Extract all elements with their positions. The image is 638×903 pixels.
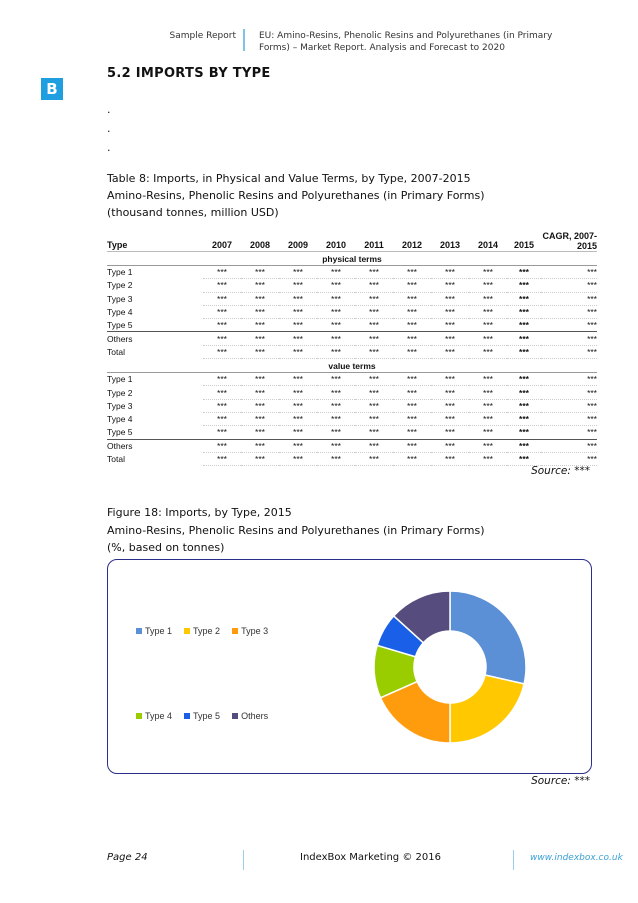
table-cell: *** — [203, 386, 241, 399]
legend-item — [232, 626, 268, 636]
row-label: Type 3 — [107, 400, 133, 411]
table-cell: *** — [279, 266, 317, 279]
table-caption: Table 8: Imports, in Physical and Value Terms, by Type, 2007-2015 — [107, 172, 471, 185]
table-cell: *** — [279, 373, 317, 386]
table-row — [107, 279, 597, 292]
table-cell: *** — [469, 266, 507, 279]
table-cell: *** — [393, 439, 431, 452]
table-cell: *** — [317, 373, 355, 386]
table-cell: *** — [355, 452, 393, 465]
table-cell: *** — [393, 345, 431, 358]
table-cell: *** — [507, 319, 541, 332]
table-row — [107, 439, 597, 452]
table-cell: *** — [241, 426, 279, 439]
table-cell: *** — [469, 439, 507, 452]
legend-item — [184, 711, 220, 721]
table-cell: *** — [355, 373, 393, 386]
table-column-header: 2015 — [507, 222, 541, 252]
table-cell: *** — [469, 412, 507, 425]
table-units: (thousand tonnes, million USD) — [107, 206, 279, 219]
chart-legend-top — [136, 626, 268, 636]
footer-separator — [243, 850, 244, 870]
table-cell: *** — [203, 373, 241, 386]
table-cell: *** — [469, 319, 507, 332]
table-cell: *** — [393, 386, 431, 399]
table-cell: *** — [393, 279, 431, 292]
table-cell: *** — [241, 373, 279, 386]
ellipsis-dot: . — [107, 141, 111, 154]
table-cell: *** — [469, 386, 507, 399]
table-cell: *** — [203, 452, 241, 465]
table-cell: *** — [317, 386, 355, 399]
table-cell: *** — [469, 452, 507, 465]
table-cell: *** — [241, 266, 279, 279]
table-cell: *** — [317, 305, 355, 318]
table-cell: *** — [469, 399, 507, 412]
table-cell: *** — [541, 279, 597, 292]
table-cell: *** — [541, 292, 597, 305]
table-cell: *** — [541, 386, 597, 399]
table-cell: *** — [393, 399, 431, 412]
legend-swatch — [184, 628, 190, 634]
table-cell: *** — [355, 399, 393, 412]
table-cell: *** — [431, 292, 469, 305]
row-label: Others — [107, 439, 203, 452]
row-label: Total — [107, 454, 125, 464]
table-cell: *** — [507, 373, 541, 386]
table-cell: *** — [431, 452, 469, 465]
figure-source: Source: *** — [531, 775, 590, 787]
header-report-title: EU: Amino-Resins, Phenolic Resins and Polyurethanes (in Primary Forms) – Market Report. Analysis and Forecast to 2020 — [259, 31, 553, 53]
table-cell: *** — [241, 279, 279, 292]
table-cell: *** — [355, 386, 393, 399]
row-label: Others — [107, 332, 203, 345]
row-label: Type 2 — [107, 280, 133, 291]
table-cell: *** — [431, 345, 469, 358]
table-cell: *** — [279, 412, 317, 425]
legend-item — [232, 711, 268, 721]
donut-slice-type-1 — [450, 591, 526, 684]
legend-swatch — [184, 713, 190, 719]
table-cell: *** — [393, 319, 431, 332]
table-cell: *** — [241, 319, 279, 332]
table-row — [107, 319, 597, 332]
table-subtitle: Amino-Resins, Phenolic Resins and Polyurethanes (in Primary Forms) — [107, 189, 485, 202]
table-cell: *** — [203, 266, 241, 279]
table-cell: *** — [431, 305, 469, 318]
section-title: 5.2 IMPORTS BY TYPE — [107, 66, 271, 81]
table-cell: *** — [431, 279, 469, 292]
legend-label: Type 2 — [193, 626, 221, 636]
table-cell: *** — [355, 426, 393, 439]
figure-units: (%, based on tonnes) — [107, 541, 225, 554]
table-cell: *** — [203, 279, 241, 292]
table-cell: *** — [507, 305, 541, 318]
table-cell: *** — [541, 439, 597, 452]
table-cell: *** — [317, 345, 355, 358]
table-cell: *** — [393, 266, 431, 279]
table-column-header: 2009 — [279, 222, 317, 252]
table-cell: *** — [355, 279, 393, 292]
row-label: Type 4 — [107, 414, 133, 425]
table-cell: *** — [507, 386, 541, 399]
legend-item — [184, 626, 220, 636]
table-cell: *** — [469, 426, 507, 439]
row-label: Type 1 — [107, 374, 133, 385]
table-cell: *** — [241, 452, 279, 465]
legend-swatch — [232, 628, 238, 634]
footer-separator — [513, 850, 514, 870]
table-cell: *** — [355, 439, 393, 452]
table-cell: *** — [355, 319, 393, 332]
table-section-title: value terms — [107, 359, 597, 373]
table-cell: *** — [355, 412, 393, 425]
table-column-header: 2014 — [469, 222, 507, 252]
donut-slice-type-2 — [450, 675, 524, 743]
row-label: Type 4 — [107, 307, 133, 318]
table-cell: *** — [469, 373, 507, 386]
table-cell: *** — [279, 386, 317, 399]
table-cell: *** — [541, 373, 597, 386]
table-cell: *** — [317, 292, 355, 305]
figure-caption: Figure 18: Imports, by Type, 2015 — [107, 506, 292, 519]
table-cell: *** — [469, 332, 507, 345]
table-row — [107, 412, 597, 425]
table-cell: *** — [507, 439, 541, 452]
table-cell: *** — [541, 305, 597, 318]
table-cell: *** — [507, 292, 541, 305]
table-cell: *** — [279, 452, 317, 465]
table-cell: *** — [507, 426, 541, 439]
table-cell: *** — [507, 452, 541, 465]
legend-swatch — [136, 713, 142, 719]
legend-item — [136, 711, 172, 721]
table-cell: *** — [241, 439, 279, 452]
table-cell: *** — [541, 426, 597, 439]
table-cell: *** — [431, 386, 469, 399]
table-cell: *** — [317, 319, 355, 332]
legend-item — [136, 626, 172, 636]
table-cell: *** — [431, 319, 469, 332]
table-cell: *** — [355, 266, 393, 279]
table-cell: *** — [317, 266, 355, 279]
table-column-header: 2013 — [431, 222, 469, 252]
table-cell: *** — [355, 292, 393, 305]
ellipsis-dot: . — [107, 103, 111, 116]
imports-table — [107, 222, 597, 466]
table-cell: *** — [317, 332, 355, 345]
table-cell: *** — [317, 279, 355, 292]
table-cell: *** — [469, 305, 507, 318]
ellipsis-dot: . — [107, 122, 111, 135]
table-cell: *** — [203, 439, 241, 452]
table-cell: *** — [469, 279, 507, 292]
table-cell: *** — [203, 305, 241, 318]
row-label: Total — [107, 346, 125, 357]
indexbox-logo: B — [41, 78, 63, 100]
table-cell: *** — [507, 412, 541, 425]
page-number: Page 24 — [107, 852, 148, 863]
donut-chart-frame — [107, 559, 592, 774]
row-label: Type 2 — [107, 387, 133, 398]
table-row — [107, 399, 597, 412]
legend-label: Others — [241, 711, 269, 721]
table-cell: *** — [241, 412, 279, 425]
legend-label: Type 1 — [145, 626, 173, 636]
table-cell: *** — [279, 319, 317, 332]
table-column-header: 2010 — [317, 222, 355, 252]
table-cell: *** — [431, 426, 469, 439]
table-source: Source: *** — [531, 465, 590, 477]
table-cell: *** — [279, 439, 317, 452]
table-cell: *** — [469, 292, 507, 305]
legend-label: Type 4 — [145, 711, 173, 721]
table-row — [107, 452, 597, 465]
row-label: Type 1 — [107, 267, 133, 278]
table-cell: *** — [279, 279, 317, 292]
table-column-header: CAGR, 2007-2015 — [541, 222, 597, 252]
header-report-label: Sample Report — [169, 31, 236, 41]
table-cell: *** — [507, 266, 541, 279]
table-cell: *** — [469, 345, 507, 358]
table-column-header: 2008 — [241, 222, 279, 252]
table-cell: *** — [541, 399, 597, 412]
table-row — [107, 426, 597, 439]
table-cell: *** — [241, 305, 279, 318]
table-cell: *** — [241, 292, 279, 305]
table-row — [107, 305, 597, 318]
table-row — [107, 373, 597, 386]
table-cell: *** — [317, 426, 355, 439]
legend-swatch — [136, 628, 142, 634]
table-cell: *** — [393, 412, 431, 425]
table-cell: *** — [317, 399, 355, 412]
table-column-header: Type — [107, 222, 203, 252]
header-separator — [243, 29, 245, 51]
legend-label: Type 3 — [241, 626, 269, 636]
table-cell: *** — [279, 399, 317, 412]
table-row — [107, 332, 597, 345]
table-cell: *** — [355, 345, 393, 358]
table-cell: *** — [541, 266, 597, 279]
table-column-header: 2007 — [203, 222, 241, 252]
table-cell: *** — [279, 292, 317, 305]
row-label: Type 5 — [107, 320, 133, 331]
table-cell: *** — [431, 439, 469, 452]
table-cell: *** — [431, 399, 469, 412]
table-cell: *** — [431, 332, 469, 345]
table-row — [107, 266, 597, 279]
table-cell: *** — [393, 305, 431, 318]
chart-legend-bottom — [136, 711, 268, 721]
table-column-header: 2012 — [393, 222, 431, 252]
table-cell: *** — [279, 345, 317, 358]
table-cell: *** — [541, 412, 597, 425]
table-cell: *** — [431, 373, 469, 386]
row-label: Type 3 — [107, 293, 133, 304]
table-cell: *** — [203, 412, 241, 425]
table-row — [107, 386, 597, 399]
table-cell: *** — [241, 332, 279, 345]
figure-subtitle: Amino-Resins, Phenolic Resins and Polyurethanes (in Primary Forms) — [107, 524, 485, 537]
table-cell: *** — [279, 332, 317, 345]
table-cell: *** — [393, 452, 431, 465]
table-cell: *** — [203, 426, 241, 439]
table-cell: *** — [541, 452, 597, 465]
table-cell: *** — [317, 452, 355, 465]
table-cell: *** — [507, 399, 541, 412]
table-cell: *** — [431, 266, 469, 279]
table-cell: *** — [203, 345, 241, 358]
table-cell: *** — [279, 305, 317, 318]
table-cell: *** — [393, 292, 431, 305]
table-cell: *** — [541, 332, 597, 345]
table-cell: *** — [541, 345, 597, 358]
table-cell: *** — [203, 292, 241, 305]
table-cell: *** — [241, 399, 279, 412]
table-cell: *** — [203, 332, 241, 345]
row-label: Type 5 — [107, 427, 133, 438]
table-cell: *** — [507, 332, 541, 345]
table-cell: *** — [507, 279, 541, 292]
table-cell: *** — [355, 305, 393, 318]
website-link[interactable]: www.indexbox.co.uk — [530, 853, 623, 863]
table-cell: *** — [203, 319, 241, 332]
table-row — [107, 345, 597, 358]
donut-chart — [373, 590, 527, 744]
table-cell: *** — [355, 332, 393, 345]
table-cell: *** — [541, 319, 597, 332]
table-cell: *** — [431, 412, 469, 425]
table-cell: *** — [203, 399, 241, 412]
legend-label: Type 5 — [193, 711, 221, 721]
table-cell: *** — [241, 345, 279, 358]
table-cell: *** — [393, 332, 431, 345]
table-cell: *** — [317, 439, 355, 452]
table-cell: *** — [393, 426, 431, 439]
table-cell: *** — [241, 386, 279, 399]
table-cell: *** — [393, 373, 431, 386]
legend-swatch — [232, 713, 238, 719]
table-column-header: 2011 — [355, 222, 393, 252]
footer-copyright: IndexBox Marketing © 2016 — [300, 852, 441, 863]
table-cell: *** — [507, 345, 541, 358]
table-cell: *** — [317, 412, 355, 425]
table-row — [107, 292, 597, 305]
table-section-title: physical terms — [107, 252, 597, 266]
table-cell: *** — [279, 426, 317, 439]
